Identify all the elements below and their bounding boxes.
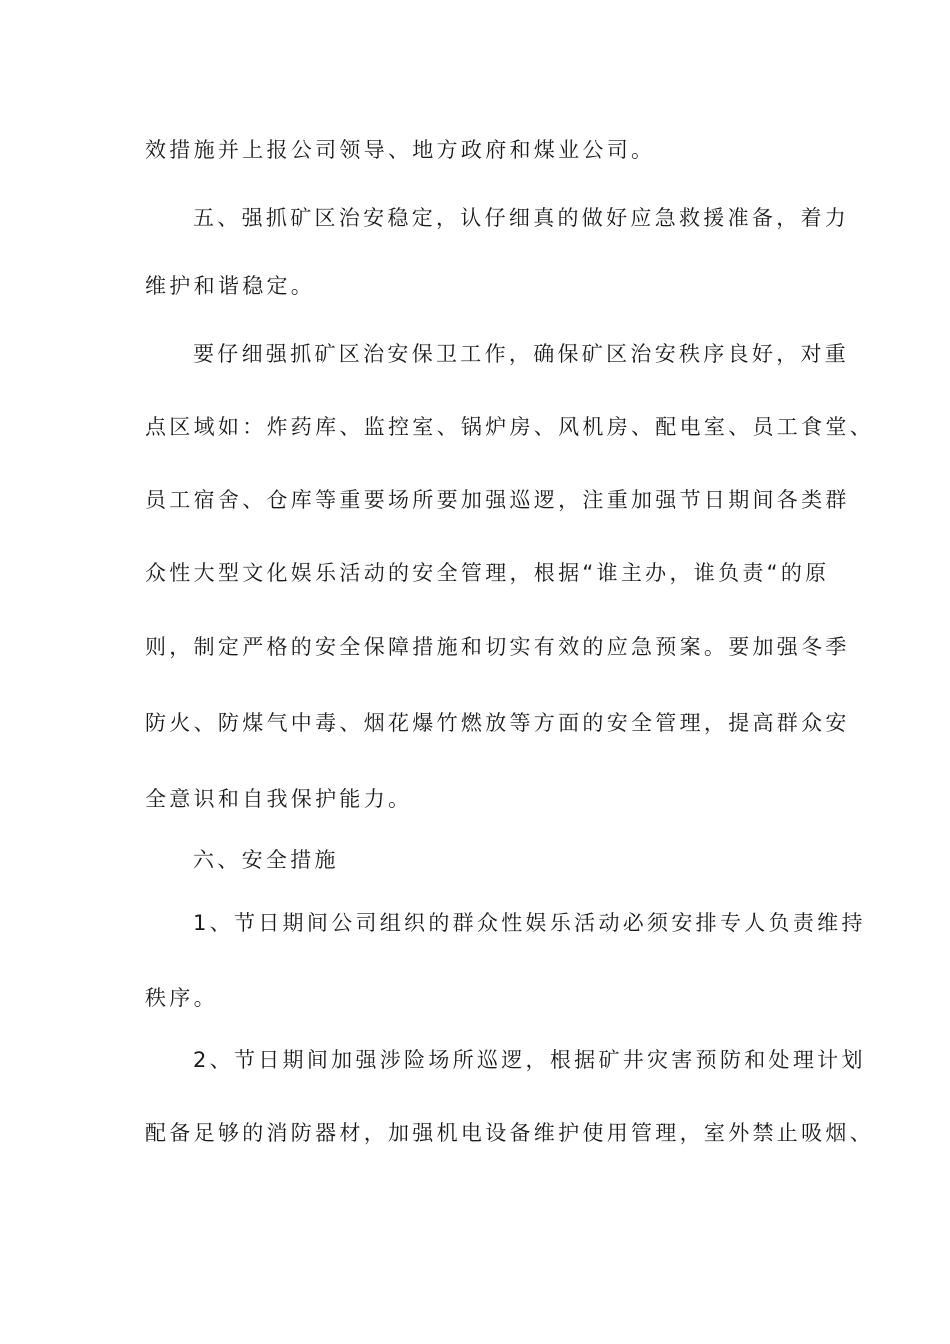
section-heading-line: 五、强抓矿区治安稳定，认仔细真的做好应急救援准备，着力 bbox=[193, 206, 850, 230]
paragraph-line: 点区域如：炸药库、监控室、锅炉房、风机房、配电室、员工食堂、 bbox=[145, 415, 874, 439]
paragraph-line: 员工宿舍、仓库等重要场所要加强巡逻，注重加强节日期间各类群 bbox=[145, 488, 850, 512]
paragraph-line: 全意识和自我保护能力。 bbox=[145, 787, 413, 811]
paragraph-line: 维护和谐稳定。 bbox=[145, 274, 316, 298]
list-item-line: 配备足够的消防器材，加强机电设备维护使用管理，室外禁止吸烟、 bbox=[145, 1121, 874, 1145]
list-item-line: 1、节日期间公司组织的群众性娱乐活动必须安排专人负责维持 bbox=[193, 911, 866, 935]
paragraph-line: 要仔细强抓矿区治安保卫工作，确保矿区治安秩序良好，对重 bbox=[193, 342, 850, 366]
paragraph-line: 效措施并上报公司领导、地方政府和煤业公司。 bbox=[145, 138, 656, 162]
paragraph-line: 众性大型文化娱乐活动的安全管理，根据“谁主办，谁负责“的原 bbox=[145, 561, 830, 585]
list-item-line: 2、节日期间加强涉险场所巡逻，根据矿井灾害预防和处理计划 bbox=[193, 1048, 866, 1072]
paragraph-line: 防火、防煤气中毒、烟花爆竹燃放等方面的安全管理，提高群众安 bbox=[145, 711, 850, 735]
list-item-line: 秩序。 bbox=[145, 986, 218, 1010]
paragraph-line: 则，制定严格的安全保障措施和切实有效的应急预案。要加强冬季 bbox=[145, 635, 850, 659]
section-heading: 六、安全措施 bbox=[193, 848, 339, 872]
